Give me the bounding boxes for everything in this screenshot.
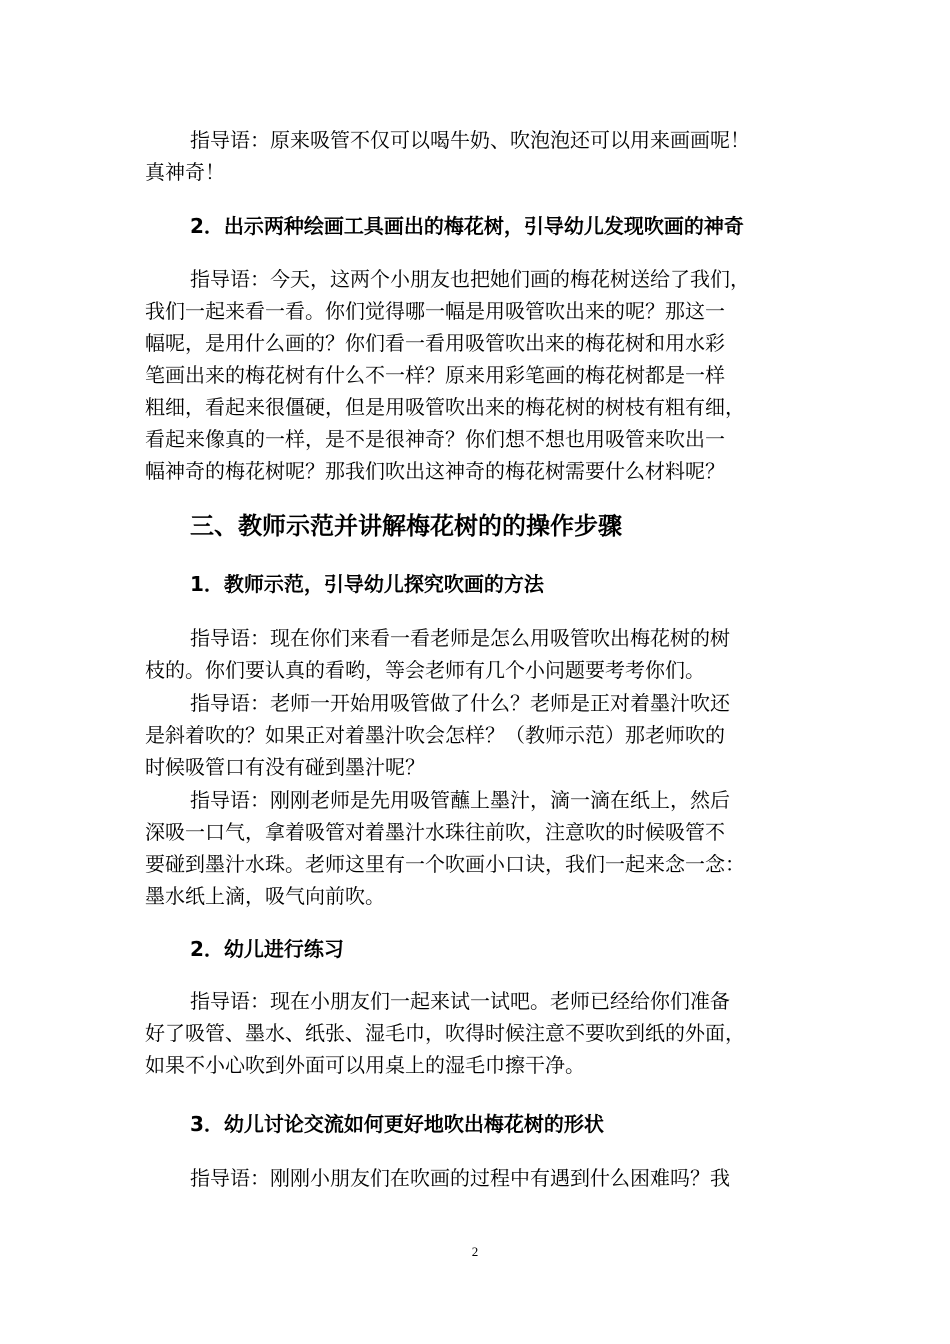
paragraph-line: 我们一起来看一看。你们觉得哪一幅是用吸管吹出来的呢？那这一 bbox=[145, 299, 725, 323]
paragraph-line: 幅神奇的梅花树呢？那我们吹出这神奇的梅花树需要什么材料呢？ bbox=[145, 459, 725, 483]
page-number: 2 bbox=[471, 1244, 479, 1259]
paragraph-line: 指导语：原来吸管不仅可以喝牛奶、吹泡泡还可以用来画画呢！ bbox=[190, 128, 750, 152]
paragraph-line: 指导语：老师一开始用吸管做了什么？老师是正对着墨汁吹还 bbox=[190, 691, 730, 715]
paragraph-line: 是斜着吹的？如果正对着墨汁吹会怎样？（教师示范）那老师吹的 bbox=[145, 723, 725, 747]
paragraph-line: 墨水纸上滴，吸气向前吹。 bbox=[145, 884, 385, 908]
paragraph-line: 时候吸管口有没有碰到墨汁呢？ bbox=[145, 755, 425, 779]
paragraph-line: 深吸一口气，拿着吸管对着墨汁水珠往前吹，注意吹的时候吸管不 bbox=[145, 820, 725, 844]
sub-heading: 2．幼儿进行练习 bbox=[190, 937, 344, 961]
paragraph-line: 枝的。你们要认真的看哟，等会老师有几个小问题要考考你们。 bbox=[145, 658, 705, 682]
paragraph-line: 指导语：刚刚老师是先用吸管蘸上墨汁，滴一滴在纸上，然后 bbox=[190, 788, 730, 812]
paragraph-line: 要碰到墨汁水珠。老师这里有一个吹画小口诀，我们一起来念一念： bbox=[145, 852, 745, 876]
paragraph-line: 指导语：现在你们来看一看老师是怎么用吸管吹出梅花树的树 bbox=[190, 626, 730, 650]
paragraph-line: 看起来像真的一样，是不是很神奇？你们想不想也用吸管来吹出一 bbox=[145, 427, 725, 451]
paragraph-line: 好了吸管、墨水、纸张、湿毛巾，吹得时候注意不要吹到纸的外面， bbox=[145, 1021, 745, 1045]
paragraph-line: 如果不小心吹到外面可以用桌上的湿毛巾擦干净。 bbox=[145, 1053, 585, 1077]
paragraph-line: 笔画出来的梅花树有什么不一样？原来用彩笔画的梅花树都是一样 bbox=[145, 363, 725, 387]
paragraph-line: 指导语：今天，这两个小朋友也把她们画的梅花树送给了我们， bbox=[190, 267, 750, 291]
paragraph-line: 指导语：刚刚小朋友们在吹画的过程中有遇到什么困难吗？我 bbox=[190, 1166, 730, 1190]
paragraph-line: 幅呢，是用什么画的？你们看一看用吸管吹出来的梅花树和用水彩 bbox=[145, 331, 725, 355]
section-heading: 三、教师示范并讲解梅花树的的操作步骤 bbox=[190, 512, 622, 540]
sub-heading: 2．出示两种绘画工具画出的梅花树，引导幼儿发现吹画的神奇 bbox=[190, 214, 744, 238]
sub-heading: 3．幼儿讨论交流如何更好地吹出梅花树的形状 bbox=[190, 1112, 604, 1136]
paragraph-line: 真神奇！ bbox=[145, 160, 225, 184]
paragraph-line: 指导语：现在小朋友们一起来试一试吧。老师已经给你们准备 bbox=[190, 989, 730, 1013]
paragraph-line: 粗细，看起来很僵硬，但是用吸管吹出来的梅花树的树枝有粗有细， bbox=[145, 395, 745, 419]
sub-heading: 1．教师示范，引导幼儿探究吹画的方法 bbox=[190, 572, 544, 596]
